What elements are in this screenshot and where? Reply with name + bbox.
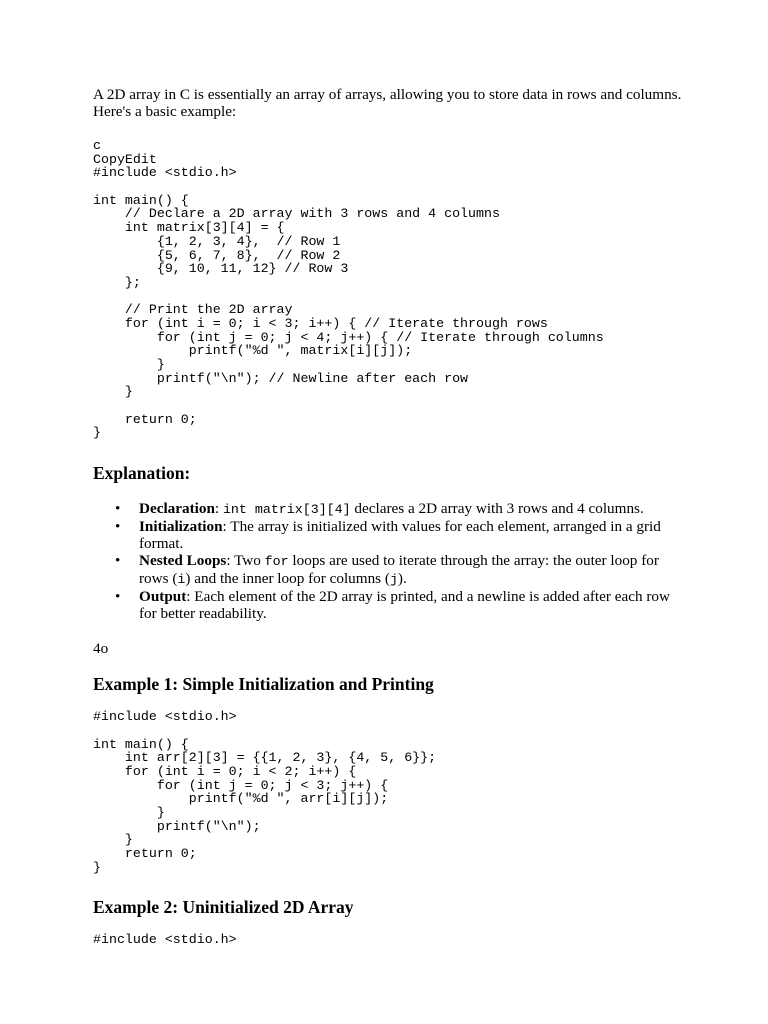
bullet-icon: •: [115, 518, 121, 536]
code-line: int matrix[3][4] = {: [93, 220, 285, 236]
explanation-text: : The array is initialized with values for each element, arranged in a grid format.: [139, 518, 661, 553]
code-line: [93, 290, 683, 304]
code-block-example2: [93, 933, 683, 947]
code-line: return 0;: [93, 411, 197, 427]
example2-heading: Example 2: Uninitialized 2D Array: [93, 897, 354, 918]
explanation-item: [93, 588, 683, 622]
code-line: printf("\n"); // Newline after each row: [93, 370, 469, 386]
explanation-text: declares a 2D array with 3 rows and 4 columns.: [350, 500, 644, 518]
explanation-term: Nested Loops: [139, 552, 227, 570]
code-block-1: [93, 139, 683, 440]
code-line: // Print the 2D array: [93, 302, 293, 318]
code-line: int arr[2][3] = {{1, 2, 3}, {4, 5, 6}};: [93, 750, 437, 766]
code-line: {1, 2, 3, 4}, // Row 1: [93, 233, 341, 249]
explanation-text: ).: [397, 570, 407, 588]
explanation-text: loops are used to iterate through the array: the outer loop for rows (: [139, 552, 659, 588]
explanation-text: : Each element of the 2D array is printed, and a newline is added after each row for better readability.: [139, 588, 670, 623]
explanation-text: :: [214, 500, 223, 518]
explanation-term: Declaration: [139, 500, 215, 518]
code-line: }: [93, 384, 133, 400]
code-line: for (int j = 0; j < 4; j++) { // Iterate through columns: [93, 329, 604, 345]
code-line: };: [93, 274, 141, 290]
code-line: #include <stdio.h>: [93, 165, 237, 181]
model-tag: 4o: [93, 640, 109, 658]
explanation-heading: Explanation:: [93, 463, 191, 484]
code-line: [93, 724, 683, 738]
code-line: printf("\n");: [93, 818, 261, 834]
code-line: // Declare a 2D array with 3 rows and 4 columns: [93, 206, 500, 222]
code-line: CopyEdit: [93, 151, 157, 167]
code-line: {9, 10, 11, 12} // Row 3: [93, 261, 349, 277]
code-line: return 0;: [93, 846, 197, 861]
explanation-item: [93, 500, 683, 518]
code-line: #include <stdio.h>: [93, 709, 237, 725]
code-line: for (int j = 0; j < 3; j++) {: [93, 777, 389, 793]
code-line: [93, 180, 683, 194]
code-line: }: [93, 832, 133, 848]
intro-paragraph: A 2D array in C is essentially an array of arrays, allowing you to store data in rows and columns. Here's a basic example:: [93, 86, 682, 120]
code-line: int main() {: [93, 192, 189, 208]
inline-code: j: [389, 572, 398, 588]
code-line: printf("%d ", arr[i][j]);: [93, 791, 389, 807]
code-line: for (int i = 0; i < 2; i++) {: [93, 763, 357, 779]
code-line: }: [93, 425, 101, 441]
explanation-text: : Two: [226, 552, 265, 570]
code-line: }: [93, 357, 165, 372]
explanation-term: Output: [139, 588, 187, 606]
explanation-text: ) and the inner loop for columns (: [185, 570, 390, 588]
inline-code: i: [177, 572, 186, 588]
code-line: #include <stdio.h>: [93, 932, 237, 948]
example1-heading: Example 1: Simple Initialization and Printing: [93, 674, 434, 695]
inline-code: int matrix[3][4]: [222, 502, 351, 518]
code-block-example1: [93, 710, 683, 874]
inline-code: for: [264, 554, 289, 570]
bullet-icon: •: [115, 500, 121, 518]
explanation-list: [93, 500, 683, 622]
explanation-item: [93, 552, 683, 588]
code-line: }: [93, 859, 101, 875]
explanation-term: Initialization: [139, 518, 223, 536]
code-line: printf("%d ", matrix[i][j]);: [93, 343, 413, 359]
explanation-item: [93, 518, 683, 552]
document-page: [93, 86, 683, 947]
code-line: c: [93, 138, 101, 153]
code-line: [93, 399, 683, 413]
code-line: }: [93, 804, 165, 820]
code-line: {5, 6, 7, 8}, // Row 2: [93, 247, 341, 263]
code-line: int main() {: [93, 736, 189, 752]
code-line: for (int i = 0; i < 3; i++) { // Iterate through rows: [93, 315, 548, 331]
bullet-icon: •: [115, 588, 121, 606]
bullet-icon: •: [115, 552, 121, 570]
